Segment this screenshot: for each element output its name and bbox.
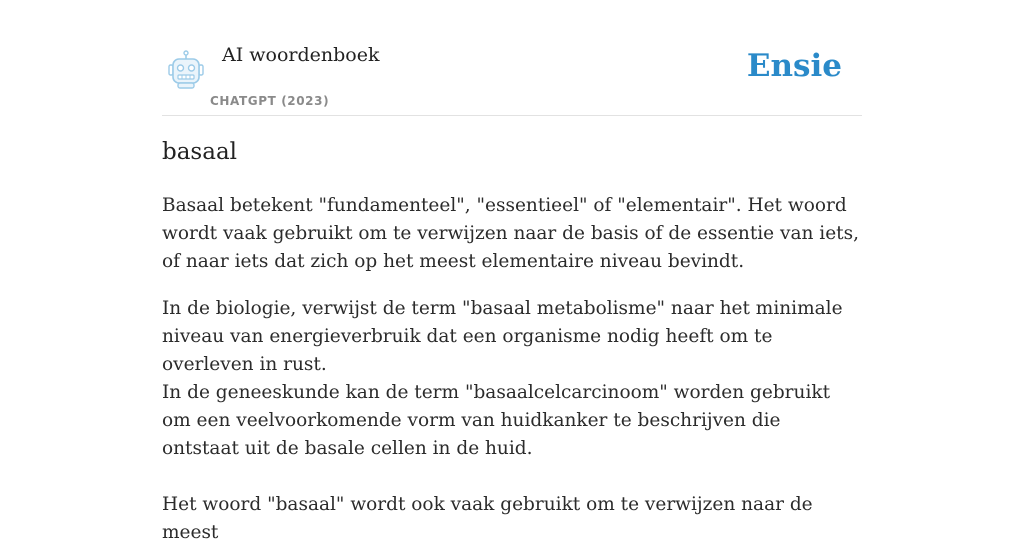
headword: basaal	[162, 139, 238, 165]
definition-paragraph: Basaal betekent "fundamenteel", "essentieel" of "elementair". Het woord wordt vaak gebruikt om te verwijzen naar de basis of de essentie van iets, of naar iets dat zich op het meest elementaire niveau bevindt.	[162, 195, 859, 272]
definition-paragraph: In de geneeskunde kan de term "basaalcelcarcinoom" worden gebruikt om een veelvoorkomende vorm van huidkanker te beschrijven die ontstaat uit de basale cellen in de huid.	[162, 382, 831, 459]
dictionary-source: CHATGPT (2023)	[210, 94, 330, 108]
robot-icon	[166, 50, 206, 90]
brand-logo[interactable]: Ensie	[746, 48, 842, 84]
page	[162, 0, 862, 543]
dictionary-title[interactable]: AI woordenboek	[222, 44, 380, 66]
definition-paragraph: In de biologie, verwijst de term "basaal metabolisme" naar het minimale niveau van energieverbruik dat een organisme nodig heeft om te overleven in rust.	[162, 298, 843, 375]
definition-paragraph: Het woord "basaal" wordt ook vaak gebruikt om te verwijzen naar de meest	[162, 494, 813, 543]
header	[162, 0, 862, 116]
